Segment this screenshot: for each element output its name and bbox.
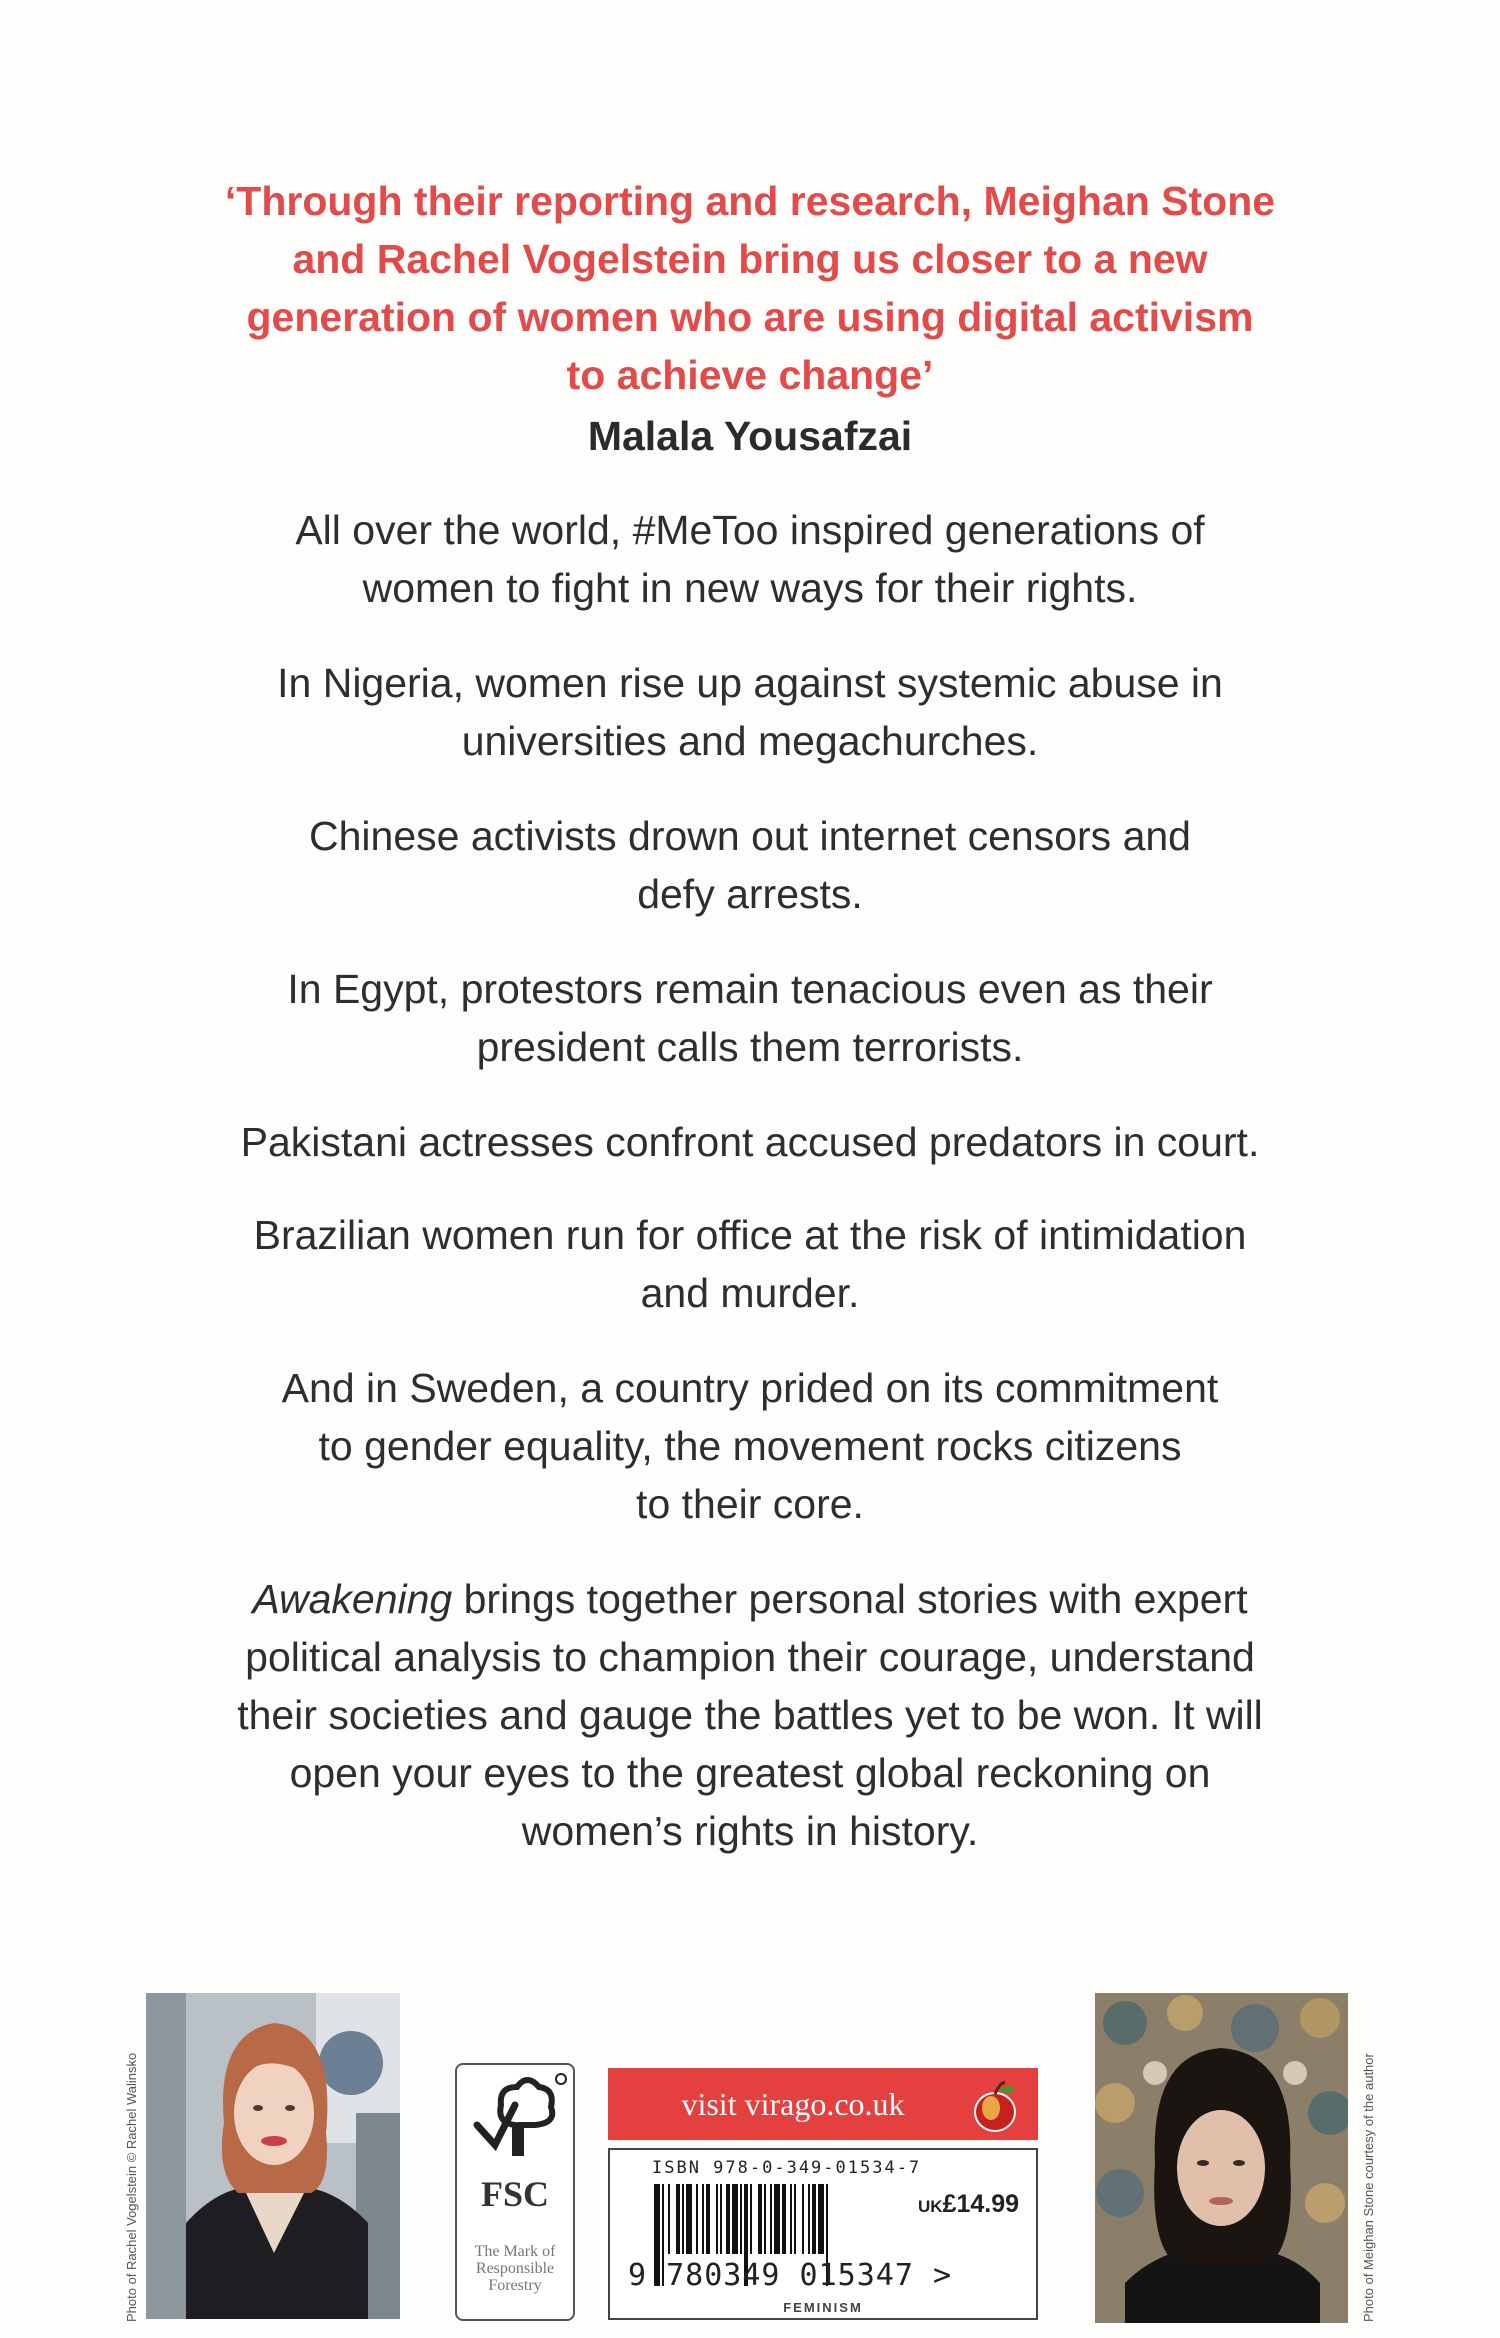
author-photo-right [1095, 1993, 1348, 2323]
blurb-paragraph-7 [150, 1359, 1350, 1533]
tree-check-icon [457, 2065, 573, 2173]
photo-credit-left: Photo of Rachel Vogelstein © Rachel Walinsko [124, 2052, 139, 2322]
barcode-bar [732, 2184, 738, 2254]
blurb-line [150, 1570, 1350, 1628]
barcode-bar [676, 2184, 680, 2254]
fsc-tagline [463, 2243, 567, 2294]
quote-line: generation of women who are using digital activism [246, 294, 1254, 340]
blurb-line: Pakistani actresses confront accused predators in court. [240, 1119, 1260, 1165]
author-portrait-image [1095, 1993, 1348, 2323]
fsc-tagline-line: Responsible [475, 2260, 555, 2277]
barcode-bar [668, 2184, 670, 2254]
publisher-banner [608, 2068, 1038, 2140]
barcode-bar [750, 2184, 752, 2254]
blurb-line: open your eyes to the greatest global reckoning on [289, 1750, 1211, 1796]
quote-line: and Rachel Vogelstein bring us closer to a new [292, 236, 1208, 282]
blurb-line-rest: brings together personal stories with expert [452, 1576, 1248, 1622]
blurb-line: In Egypt, protestors remain tenacious even as their [287, 966, 1213, 1012]
barcode-bar [790, 2184, 792, 2254]
blurb-line: and murder. [640, 1270, 860, 1316]
book-title: Awakening [252, 1576, 453, 1622]
blurb-line: president calls them terrorists. [476, 1024, 1024, 1070]
blurb-line: their societies and gauge the battles yet to be won. It will [237, 1692, 1263, 1738]
barcode-bar [758, 2184, 762, 2254]
barcode-bar [686, 2184, 692, 2254]
blurb-paragraph-8 [150, 1570, 1350, 1860]
barcode-bar [794, 2184, 796, 2254]
barcode-bar [818, 2184, 824, 2254]
price-prefix: UK [918, 2197, 943, 2216]
quote-line: to achieve change’ [566, 352, 934, 398]
fsc-tagline-line: The Mark of [474, 2243, 556, 2260]
fsc-logo [455, 2063, 575, 2321]
barcode-bar [716, 2184, 718, 2254]
blurb-line: to gender equality, the movement rocks citizens [318, 1423, 1182, 1469]
blurb-line: Brazilian women run for office at the risk of intimidation [253, 1212, 1247, 1258]
blurb-paragraph-3 [150, 807, 1350, 923]
barcode-bar [696, 2184, 698, 2254]
blurb-line: women to fight in new ways for their rights. [362, 565, 1138, 611]
barcode-panel [608, 2148, 1038, 2320]
barcode-bar [682, 2184, 684, 2254]
blurb-paragraph-1 [150, 501, 1350, 617]
barcode-bar [802, 2184, 804, 2254]
blurb-line: women’s rights in history. [521, 1808, 979, 1854]
barcode-bar [764, 2184, 766, 2254]
author-portrait-image [146, 1993, 400, 2319]
author-photo-left [146, 1993, 400, 2319]
blurb-line: Chinese activists drown out internet censors and [309, 813, 1191, 859]
blurb-line: political analysis to champion their courage, understand [245, 1634, 1255, 1680]
endorsement-quote [150, 172, 1350, 404]
publisher-url: visit virago.co.uk [681, 2086, 905, 2122]
barcode-bar [706, 2184, 710, 2254]
price [918, 2190, 1019, 2219]
blurb-paragraph-5 [150, 1113, 1350, 1171]
fsc-tagline-line: Forestry [488, 2277, 542, 2294]
price-value: £14.99 [942, 2190, 1020, 2218]
blurb-paragraph-2 [150, 654, 1350, 770]
isbn-label: ISBN 978-0-349-01534-7 [652, 2158, 922, 2178]
barcode-bar [740, 2184, 742, 2254]
barcode-bar [774, 2184, 780, 2254]
blurb-paragraph-6 [150, 1206, 1350, 1322]
blurb-line: In Nigeria, women rise up against systemic abuse in [277, 660, 1223, 706]
barcode-bar [808, 2184, 810, 2254]
blurb-line: to their core. [636, 1481, 864, 1527]
blurb-paragraph-4 [150, 960, 1350, 1076]
blurb-line: All over the world, #MeToo inspired generations of [295, 507, 1205, 553]
barcode-bar [702, 2184, 704, 2254]
blurb-line: And in Sweden, a country prided on its commitment [281, 1365, 1219, 1411]
photo-credit-right: Photo of Meighan Stone courtesy of the author [1361, 2053, 1376, 2322]
fsc-label: FSC [480, 2174, 549, 2214]
blurb-line: universities and megachurches. [461, 718, 1039, 764]
category-label: FEMINISM [783, 2300, 863, 2315]
blurb-line: defy arrests. [637, 871, 863, 917]
barcode-bar [720, 2184, 722, 2254]
quote-line: ‘Through their reporting and research, Meighan Stone [224, 178, 1276, 224]
barcode-bar [812, 2184, 816, 2254]
apple-icon [965, 2078, 1025, 2134]
barcode-bar [770, 2184, 772, 2254]
barcode-digits: 9 780349 015347 > [628, 2258, 953, 2293]
barcode-bar [782, 2184, 786, 2254]
barcode-bar [726, 2184, 730, 2254]
quote-attribution: Malala Yousafzai [587, 413, 913, 459]
